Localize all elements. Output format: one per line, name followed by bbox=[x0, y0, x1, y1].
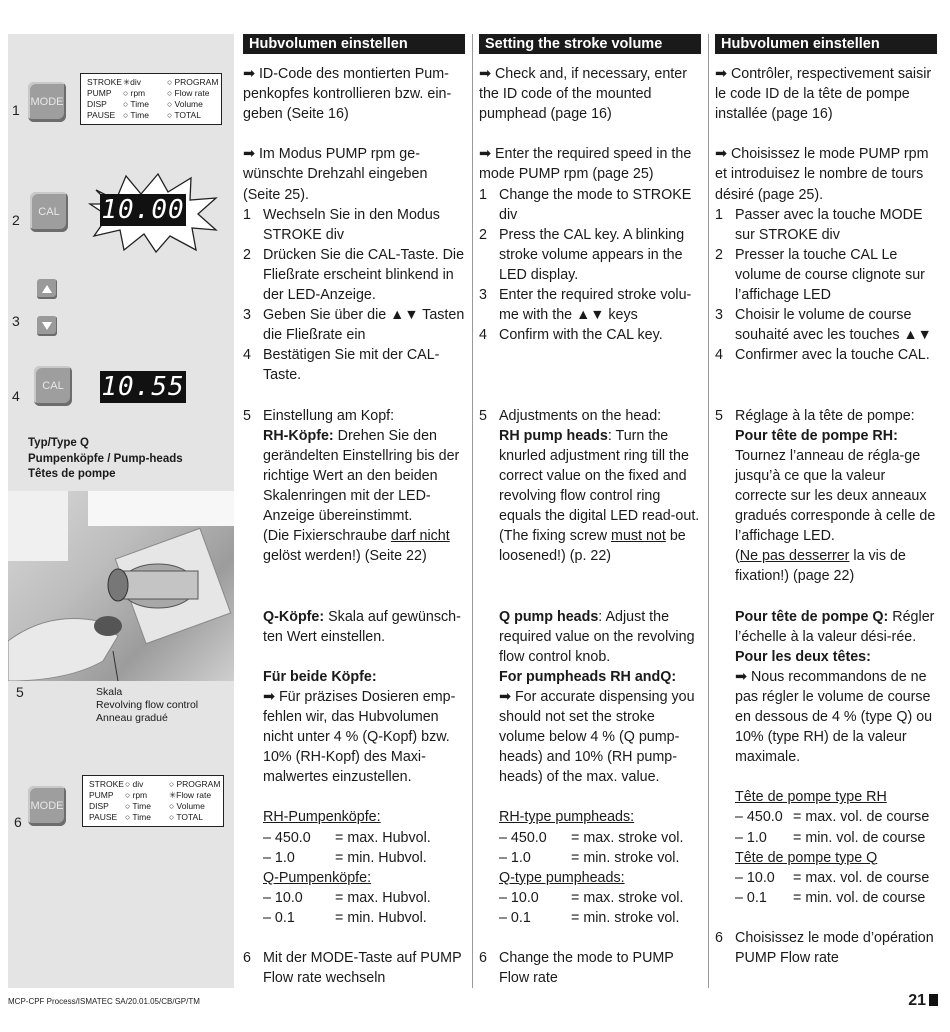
step-number-2: 2 bbox=[12, 212, 20, 228]
pumphead-photo bbox=[8, 491, 234, 681]
step-text: Geben Sie über die ▲▼ Tasten die Fließrate ein bbox=[263, 307, 465, 344]
mode-label: STROKE bbox=[89, 779, 124, 789]
step-item bbox=[243, 245, 465, 305]
up-key bbox=[37, 279, 57, 299]
table-cell: = min. vol. de course bbox=[793, 829, 926, 846]
mode-unit: Flow rate bbox=[176, 790, 212, 800]
step-num: 2 bbox=[479, 226, 487, 243]
indicator-dot-icon: ○ bbox=[125, 779, 133, 789]
section-header: Hubvolumen einstellen bbox=[715, 34, 937, 54]
table-row bbox=[499, 848, 701, 868]
scale-label-de: Skala bbox=[96, 686, 123, 698]
step-num: 6 bbox=[479, 950, 487, 967]
table-cell: = max. vol. de course bbox=[793, 869, 930, 886]
indicator-dot-icon: ○ bbox=[123, 110, 131, 120]
fix-note-emphasis: must not bbox=[611, 528, 666, 545]
indicator-dot-icon: ○ bbox=[167, 88, 175, 98]
mode-label: DISP bbox=[87, 99, 107, 109]
both-label: Für beide Köpfe: bbox=[263, 668, 377, 685]
step-item bbox=[243, 305, 465, 345]
table-cell: = max. Hubvol. bbox=[335, 829, 431, 846]
table-cell: = max. Hubvol. bbox=[335, 889, 431, 906]
indicator-dot-icon: ○ bbox=[169, 812, 177, 822]
active-indicator-icon: ✳ bbox=[123, 77, 131, 87]
table-cell: – 450.0 bbox=[735, 809, 783, 826]
step-text: Drücken Sie die CAL-Taste. Die Fließrate erscheint blinkend in der LED-Anzeige. bbox=[263, 246, 465, 304]
step-text: Bestätigen Sie mit der CAL-Taste. bbox=[263, 347, 440, 384]
q-heads-section bbox=[243, 607, 465, 929]
mode-unit: Time bbox=[130, 99, 149, 109]
table-row bbox=[735, 868, 937, 888]
step-num: 2 bbox=[243, 246, 251, 263]
indicator-dot-icon: ○ bbox=[167, 99, 175, 109]
step-item bbox=[715, 245, 937, 305]
step-5 bbox=[479, 406, 701, 567]
mode-button bbox=[28, 82, 66, 122]
step-item bbox=[479, 225, 701, 285]
mode-label: PAUSE bbox=[87, 110, 116, 120]
caption-type: Typ/Type Q bbox=[28, 437, 89, 449]
step-num: 4 bbox=[243, 347, 251, 364]
both-label: Pour les deux têtes: bbox=[735, 648, 871, 665]
step-item bbox=[479, 185, 701, 225]
table-cell: – 1.0 bbox=[263, 849, 295, 866]
mode-label: DISP bbox=[89, 801, 109, 811]
step-num: 3 bbox=[243, 307, 251, 324]
mode-unit: Volume bbox=[174, 99, 203, 109]
fix-note: ( bbox=[735, 548, 740, 565]
mode-unit: PROGRAM bbox=[176, 779, 221, 789]
step-text: Mit der MODE-Taste auf PUMP Flow rate wechseln bbox=[263, 950, 462, 987]
table-cell: – 450.0 bbox=[263, 829, 311, 846]
led-display-value: 10.55 bbox=[101, 372, 185, 402]
mode-unit: Time bbox=[132, 801, 151, 811]
table-row bbox=[263, 888, 465, 908]
mode-display-1 bbox=[80, 73, 222, 125]
step-num: 5 bbox=[479, 407, 487, 424]
mode-unit: div bbox=[130, 77, 141, 87]
section-header: Setting the stroke volume bbox=[479, 34, 701, 54]
table-cell: = min. stroke vol. bbox=[571, 849, 680, 866]
indicator-dot-icon: ○ bbox=[169, 779, 177, 789]
intro-speed: ➡ Enter the required speed in the mode PUMP rpm (page 25) bbox=[479, 146, 692, 183]
step-number-3: 3 bbox=[12, 313, 20, 329]
q-label: Q-Köpfe: bbox=[263, 608, 325, 625]
indicator-dot-icon: ○ bbox=[167, 110, 175, 120]
rh-label: Pour tête de pompe RH: bbox=[735, 427, 898, 444]
step-item bbox=[479, 285, 701, 325]
mode-unit: Time bbox=[130, 110, 149, 120]
step-5-text bbox=[499, 406, 701, 567]
mode-unit: TOTAL bbox=[176, 812, 203, 822]
fix-note: la vis de fixation!) (page 22) bbox=[735, 548, 906, 585]
scale-label bbox=[96, 686, 198, 725]
intro-id-code: ➡ Contrôler, respectivement saisir le code ID de la tête de pompe installée (page 16) bbox=[715, 66, 932, 123]
intro-id-code: ➡ ID-Code des montierten Pum-penkopfes kontrollieren bzw. ein-geben (Seite 16) bbox=[243, 66, 452, 123]
fix-note: gelöst werden!) (Seite 22) bbox=[263, 548, 427, 565]
step-number-6: 6 bbox=[14, 814, 22, 830]
step-text: Wechseln Sie in den Modus STROKE div bbox=[263, 206, 440, 243]
indicator-dot-icon: ○ bbox=[125, 812, 133, 822]
both-text: ➡ Nous recommandons de ne pas régler le volume de course en dessous de 4 % (type Q) ou 10% (type RH) de la valeur maximale. bbox=[735, 668, 933, 766]
mode-label: PUMP bbox=[89, 790, 114, 800]
cal-button-label: CAL bbox=[42, 380, 64, 392]
q-label: Pour tête de pompe Q: bbox=[735, 608, 889, 625]
scale-label-en: Revolving flow control bbox=[96, 699, 199, 711]
step-text: Change the mode to STROKE div bbox=[499, 186, 692, 223]
mode-label: STROKE bbox=[87, 77, 122, 87]
mode-col-right bbox=[169, 779, 220, 823]
table-cell: – 450.0 bbox=[499, 829, 547, 846]
fix-note: (Die Fixierschraube bbox=[263, 528, 391, 545]
rh-table-title: RH-Pumpenköpfe: bbox=[263, 809, 381, 826]
step-number-1: 1 bbox=[12, 102, 20, 118]
mode-button bbox=[28, 786, 66, 826]
arrow-up-icon bbox=[41, 284, 53, 294]
step-num: 1 bbox=[479, 186, 487, 203]
table-row bbox=[735, 888, 937, 908]
step-num: 6 bbox=[243, 950, 251, 967]
step-6 bbox=[479, 948, 701, 988]
table-cell: – 10.0 bbox=[499, 889, 539, 906]
step-text: Presser la touche CAL Le volume de course clignote sur l’affichage LED bbox=[735, 246, 925, 304]
q-table-title: Tête de pompe type Q bbox=[735, 849, 878, 866]
table-row bbox=[735, 807, 937, 827]
fix-note: be loosened!) (p. 22) bbox=[499, 528, 686, 565]
q-text: Skala auf gewünsch-ten Wert einstellen. bbox=[263, 608, 461, 645]
rh-label: RH pump heads bbox=[499, 427, 608, 444]
table-row bbox=[735, 828, 937, 848]
adjust-title: Einstellung am Kopf: bbox=[263, 407, 395, 424]
table-cell: – 0.1 bbox=[735, 889, 767, 906]
step-item bbox=[243, 205, 465, 245]
page-number bbox=[908, 992, 938, 1010]
mode-button-label: MODE bbox=[30, 800, 64, 812]
footer-reference: MCP-CPF Process/ISMATEC SA/20.01.05/CB/GP/TM bbox=[8, 997, 200, 1006]
table-cell: = max. vol. de course bbox=[793, 809, 930, 826]
mode-col-units bbox=[125, 779, 151, 823]
both-text: ➡ Für präzises Dosieren emp-fehlen wir, das Hubvolumen nicht unter 4 % (Q-Kopf) bzw. 10% (RH-Kopf) des Maxi-malwertes einzustellen. bbox=[263, 688, 456, 786]
arrow-down-icon bbox=[41, 321, 53, 331]
table-cell: = max. stroke vol. bbox=[571, 829, 684, 846]
mode-unit: PROGRAM bbox=[174, 77, 219, 87]
mode-unit: TOTAL bbox=[174, 110, 201, 120]
step-number-4: 4 bbox=[12, 388, 20, 404]
mode-label: PAUSE bbox=[89, 812, 118, 822]
q-text: Régler l’échelle à la valeur dési-rée. bbox=[735, 608, 935, 645]
indicator-dot-icon: ○ bbox=[123, 99, 131, 109]
indicator-dot-icon: ○ bbox=[125, 790, 133, 800]
step-num: 4 bbox=[715, 347, 723, 364]
table-cell: = min. vol. de course bbox=[793, 889, 926, 906]
intro-id-code: ➡ Check and, if necessary, enter the ID code of the mounted pumphead (page 16) bbox=[479, 66, 687, 123]
step-5-text bbox=[263, 406, 465, 567]
fix-note-emphasis: Ne pas desserrer bbox=[739, 548, 850, 565]
indicator-dot-icon: ○ bbox=[169, 801, 177, 811]
step-num: 1 bbox=[715, 206, 723, 223]
step-num: 5 bbox=[715, 407, 723, 424]
active-indicator-icon: ✳ bbox=[169, 790, 177, 800]
rh-text: Tournez l’anneau de régla-ge jusqu’à ce que la valeur correcte sur les deux anneaux gradués corresponde à celle de l’affichage LED. bbox=[735, 447, 936, 545]
mode-unit: div bbox=[132, 779, 144, 789]
mode-button-label: MODE bbox=[30, 96, 64, 108]
mode-unit: Time bbox=[132, 812, 151, 822]
table-cell: – 10.0 bbox=[735, 869, 775, 886]
mode-col-labels bbox=[87, 77, 122, 121]
table-cell: – 0.1 bbox=[263, 909, 295, 926]
fix-note: (The fixing screw bbox=[499, 528, 612, 545]
column-divider bbox=[708, 34, 709, 988]
cal-button bbox=[30, 192, 68, 232]
column-english bbox=[479, 34, 701, 988]
step-text: Passer avec la touche MODE sur STROKE div bbox=[735, 206, 923, 243]
led-display-blink: 10.00 bbox=[101, 195, 185, 225]
step-text: Confirm with the CAL key. bbox=[499, 327, 663, 344]
step-item bbox=[715, 305, 937, 345]
table-cell: – 1.0 bbox=[735, 829, 767, 846]
step-item bbox=[479, 325, 701, 345]
intro-speed: ➡ Choisissez le mode PUMP rpm et introduisez le nombre de tours désiré (page 25). bbox=[715, 146, 929, 203]
fix-note-emphasis: darf nicht bbox=[390, 528, 450, 545]
step-text: Change the mode to PUMP Flow rate bbox=[499, 950, 674, 987]
mode-col-labels bbox=[89, 779, 124, 823]
step-num: 1 bbox=[243, 206, 251, 223]
q-heads-section bbox=[479, 607, 701, 929]
q-heads-section bbox=[715, 607, 937, 908]
table-cell: = min. Hubvol. bbox=[335, 849, 427, 866]
indicator-dot-icon: ○ bbox=[125, 801, 133, 811]
q-table-title: Q-type pumpheads: bbox=[499, 869, 625, 886]
table-row bbox=[499, 908, 701, 928]
rh-text: Drehen Sie den gerändelten Einstellring bis der richtige Wert an den beiden Skalenringen mit der LED-Anzeige übereinstimmt. bbox=[263, 427, 460, 525]
step-item bbox=[715, 345, 937, 365]
table-cell: – 10.0 bbox=[263, 889, 303, 906]
indicator-dot-icon: ○ bbox=[167, 77, 175, 87]
down-key bbox=[37, 316, 57, 336]
step-5 bbox=[715, 406, 937, 587]
step-item bbox=[715, 205, 937, 245]
adjust-title: Adjustments on the head: bbox=[499, 407, 662, 424]
table-cell: – 1.0 bbox=[499, 849, 531, 866]
step-num: 3 bbox=[479, 287, 487, 304]
step-item bbox=[243, 345, 465, 385]
table-row bbox=[263, 828, 465, 848]
mode-unit: rpm bbox=[132, 790, 148, 800]
indicator-dot-icon: ○ bbox=[123, 88, 131, 98]
mode-label: PUMP bbox=[87, 88, 112, 98]
step-5-text bbox=[735, 406, 937, 587]
q-text: : Adjust the required value on the revolving flow control knob. bbox=[499, 608, 695, 665]
step-text: Choisissez le mode d’opération PUMP Flow rate bbox=[735, 930, 934, 967]
step-num: 3 bbox=[715, 307, 723, 324]
both-label: For pumpheads RH andQ: bbox=[499, 668, 677, 685]
table-cell: = min. Hubvol. bbox=[335, 909, 427, 926]
pumphead-caption bbox=[28, 436, 183, 483]
step-6 bbox=[243, 948, 465, 988]
q-table-title: Q-Pumpenköpfe: bbox=[263, 869, 372, 886]
step-num: 4 bbox=[479, 327, 487, 344]
adjust-title: Réglage à la tête de pompe: bbox=[735, 407, 915, 424]
mode-col-units bbox=[123, 77, 149, 121]
table-cell: – 0.1 bbox=[499, 909, 531, 926]
column-french bbox=[715, 34, 937, 968]
q-label: Q pump heads bbox=[499, 608, 599, 625]
mode-unit: Volume bbox=[176, 801, 205, 811]
table-row bbox=[499, 828, 701, 848]
mode-unit: Flow rate bbox=[174, 88, 210, 98]
table-row bbox=[263, 848, 465, 868]
step-text: Confirmer avec la touche CAL. bbox=[735, 347, 930, 364]
table-row bbox=[263, 908, 465, 928]
step-5 bbox=[243, 406, 465, 567]
table-cell: = min. stroke vol. bbox=[571, 909, 680, 926]
step-num: 6 bbox=[715, 930, 723, 947]
page-marker-icon bbox=[929, 994, 938, 1006]
step-6 bbox=[715, 928, 937, 968]
mode-col-right bbox=[167, 77, 218, 121]
caption-tetes: Têtes de pompe bbox=[28, 468, 116, 480]
table-cell: = max. stroke vol. bbox=[571, 889, 684, 906]
rh-text: : Turn the knurled adjustment ring till the correct value on the fixed and revolving flow control ring equals the digital LED read-out. bbox=[499, 427, 700, 525]
step-text: Press the CAL key. A blinking stroke volume appears in the LED display. bbox=[499, 226, 685, 283]
scale-label-fr: Anneau gradué bbox=[96, 712, 168, 724]
step-number-5: 5 bbox=[16, 684, 24, 700]
rh-label: RH-Köpfe: bbox=[263, 427, 334, 444]
section-header: Hubvolumen einstellen bbox=[243, 34, 465, 54]
rh-table-title: RH-type pumpheads: bbox=[499, 809, 635, 826]
step-num: 2 bbox=[715, 246, 723, 263]
mode-display-6 bbox=[82, 775, 224, 827]
both-text: ➡ For accurate dispensing you should not set the stroke volume below 4 % (Q pump-heads) and 10% (RH pump-heads) of the max. value. bbox=[499, 688, 695, 786]
cal-button bbox=[34, 366, 72, 406]
step-num: 5 bbox=[243, 407, 251, 424]
page-number-text: 21 bbox=[908, 992, 926, 1009]
cal-button-label: CAL bbox=[38, 206, 60, 218]
column-divider bbox=[472, 34, 473, 988]
caption-heads: Pumpenköpfe / Pump-heads bbox=[28, 452, 183, 465]
pumphead-illustration bbox=[8, 491, 234, 681]
mode-unit: rpm bbox=[130, 88, 146, 98]
column-german bbox=[243, 34, 465, 988]
step-text: Enter the required stroke volu-me with the ▲▼ keys bbox=[499, 287, 692, 324]
table-row bbox=[499, 888, 701, 908]
rh-table-title: Tête de pompe type RH bbox=[735, 789, 887, 806]
intro-speed: ➡ Im Modus PUMP rpm ge-wünschte Drehzahl eingeben (Seite 25). bbox=[243, 146, 428, 203]
step-text: Choisir le volume de course souhaité avec les touches ▲▼ bbox=[735, 307, 932, 344]
